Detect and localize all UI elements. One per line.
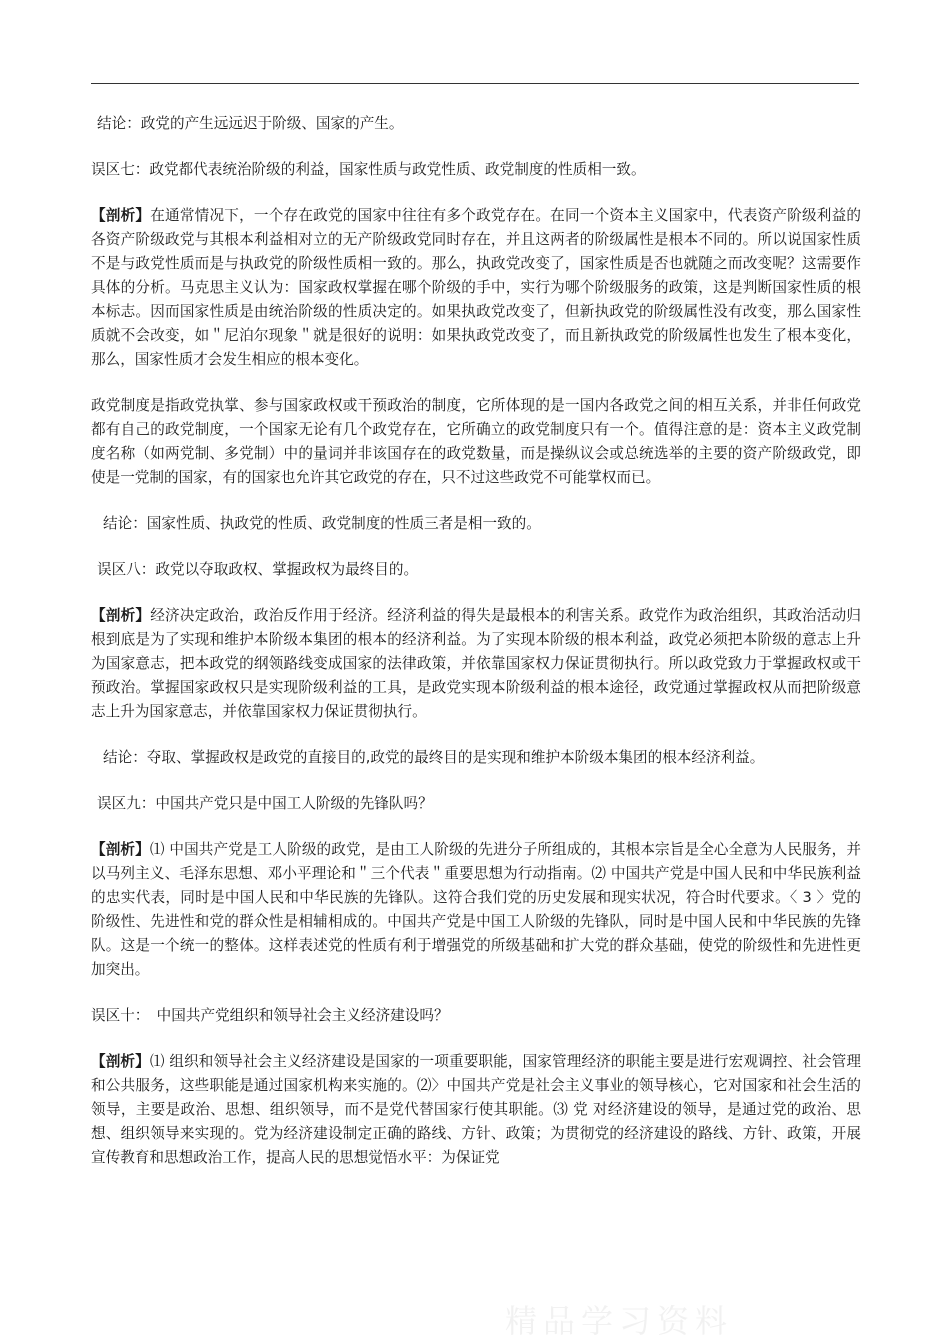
misconception-heading: 误区九：中国共产党只是中国工人阶级的先锋队吗？	[97, 795, 433, 812]
analysis-paragraph	[91, 604, 861, 724]
analysis-paragraph	[91, 1050, 861, 1170]
analysis-label: 【剖析】	[91, 207, 151, 224]
header-rule	[91, 83, 859, 84]
analysis-text: 经济决定政治，政治反作用于经济。经济利益的得失是最根本的利害关系。政党作为政治组织，其政治活动归根到底是为了实现和维护本阶级本集团的根本的经济利益。为了实现本阶级的根本利益，政党必须把本阶级的意志上升为国家意志，把本政党的纲领路线变成国家的法律政策，并依靠国家权力保证贯彻执行。所以政党致力于掌握政权或干预政治。掌握国家政权只是实现阶级利益的工具，是政党实现本阶级利益的根本途径，政党通过掌握政权从而把阶级意志上升为国家意志，并依靠国家权力保证贯彻执行。	[91, 607, 861, 720]
conclusion-paragraph: 结论：国家性质、执政党的性质、政党制度的性质三者是相一致的。	[103, 515, 541, 532]
misconception-heading: 误区七：政党都代表统治阶级的利益，国家性质与政党性质、政党制度的性质相一致。	[91, 161, 646, 178]
body-paragraph: 政党制度是指政党执掌、参与国家政权或干预政治的制度，它所体现的是一国内各政党之间的相互关系，并非任何政党都有自己的政党制度，一个国家无论有几个政党存在，它所确立的政党制度只有一个。值得注意的是：资本主义政党制度名称（如两党制、多党制）中的量词并非该国存在的政党数量，而是操纵议会或总统选举的主要的资产阶级政党，即使是一党制的国家，有的国家也允许其它政党的存在，只不过这些政党不可能掌权而已。	[91, 397, 861, 486]
analysis-label: 【剖析】	[91, 607, 151, 624]
misconception-heading: 误区十： 中国共产党组织和领导社会主义经济建设吗？	[91, 1007, 449, 1024]
document-body	[91, 112, 861, 1170]
misconception-heading: 误区八：政党以夺取政权、掌握政权为最终目的。	[97, 561, 419, 578]
watermark: 精品学习资料	[505, 1302, 734, 1340]
analysis-paragraph	[91, 838, 861, 982]
analysis-text: 在通常情况下，一个存在政党的国家中往往有多个政党存在。在同一个资本主义国家中，代表资产阶级利益的各资产阶级政党与其根本利益相对立的无产阶级政党同时存在，并且这两者的阶级属性是根本不同的。所以说国家性质不是与政党性质而是与执政党的阶级性质相一致的。那么，执政党改变了，国家性质是否也就随之而改变呢？这需要作具体的分析。马克思主义认为：国家政权掌握在哪个阶级的手中，实行为哪个阶级服务的政策，这是判断国家性质的根本标志。因而国家性质是由统治阶级的性质决定的。如果执政党改变了，但新执政党的阶级属性没有改变，那么国家性质就不会改变，如＂尼泊尔现象＂就是很好的说明：如果执政党改变了，而且新执政党的阶级属性也发生了根本变化，那么，国家性质才会发生相应的根本变化。	[91, 207, 861, 368]
analysis-text: ⑴ 组织和领导社会主义经济建设是国家的一项重要职能，国家管理经济的职能主要是进行宏观调控、社会管理和公共服务，这些职能是通过国家机构来实施的。⑵〉中国共产党是社会主义事业的领导核心，它对国家和社会生活的领导，主要是政治、思想、组织领导，而不是党代替国家行使其职能。⑶ 党 对经济建设的领导，是通过党的政治、思想、组织领导来实现的。党为经济建设制定正确的路线、方针、政策；为贯彻党的经济建设的路线、方针、政策，开展宣传教育和思想政治工作，提高人民的思想觉悟水平：为保证党	[91, 1053, 861, 1166]
analysis-label: 【剖析】	[91, 841, 150, 858]
analysis-label: 【剖析】	[91, 1053, 150, 1070]
analysis-paragraph	[91, 204, 861, 372]
conclusion-paragraph: 结论：夺取、掌握政权是政党的直接目的,政党的最终目的是实现和维护本阶级本集团的根本经济利益。	[103, 749, 765, 766]
analysis-text: ⑴ 中国共产党是工人阶级的政党，是由工人阶级的先进分子所组成的，其根本宗旨是全心全意为人民服务，并以马列主义、毛泽东思想、邓小平理论和＂三个代表＂重要思想为行动指南。⑵ 中国共产党是中国人民和中华民族利益的忠实代表，同时是中国人民和中华民族的先锋队。这符合我们党的历史发展和现实状况，符合时代要求。〈 3 〉党的阶级性、先进性和党的群众性是相辅相成的。中国共产党是中国工人阶级的先锋队，同时是中国人民和中华民族的先锋队。这是一个统一的整体。这样表述党的性质有利于增强党的所级基础和扩大党的群众基础，使党的阶级性和先进性更加突出。	[91, 841, 861, 978]
conclusion-paragraph: 结论：政党的产生远远迟于阶级、国家的产生。	[97, 115, 404, 132]
